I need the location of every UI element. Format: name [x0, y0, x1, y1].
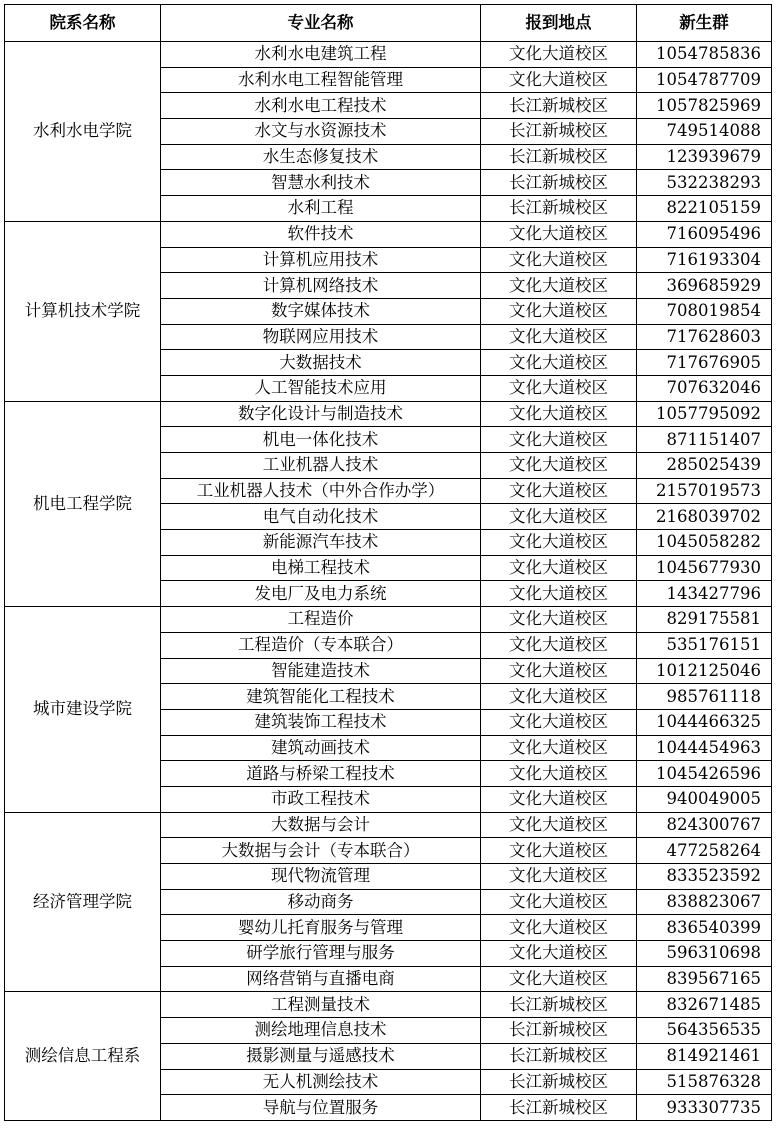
- group-number: 369685929: [637, 273, 772, 299]
- major-name: 水利水电建筑工程: [161, 42, 481, 68]
- report-location: 文化大道校区: [481, 812, 637, 838]
- group-number: 985761118: [637, 684, 772, 710]
- group-number: 822105159: [637, 196, 772, 222]
- major-name: 水文与水资源技术: [161, 119, 481, 145]
- report-location: 文化大道校区: [481, 838, 637, 864]
- college-name: 测绘信息工程系: [5, 992, 161, 1120]
- major-name: 计算机网络技术: [161, 273, 481, 299]
- major-name: 市政工程技术: [161, 786, 481, 812]
- group-number: 833523592: [637, 864, 772, 890]
- report-location: 文化大道校区: [481, 941, 637, 967]
- major-name: 物联网应用技术: [161, 324, 481, 350]
- report-location: 文化大道校区: [481, 350, 637, 376]
- major-name: 建筑动画技术: [161, 735, 481, 761]
- group-number: 1045426596: [637, 761, 772, 787]
- major-name: 电气自动化技术: [161, 504, 481, 530]
- major-name: 机电一体化技术: [161, 427, 481, 453]
- report-location: 文化大道校区: [481, 864, 637, 890]
- major-name: 数字媒体技术: [161, 298, 481, 324]
- report-location: 文化大道校区: [481, 889, 637, 915]
- report-location: 文化大道校区: [481, 42, 637, 68]
- group-number: 285025439: [637, 453, 772, 479]
- group-number: 717628603: [637, 324, 772, 350]
- table-row: [5, 42, 772, 68]
- group-number: 824300767: [637, 812, 772, 838]
- major-name: 发电厂及电力系统: [161, 581, 481, 607]
- report-location: 长江新城校区: [481, 1043, 637, 1069]
- group-number: 1054787709: [637, 67, 772, 93]
- major-name: 摄影测量与遥感技术: [161, 1043, 481, 1069]
- report-location: 文化大道校区: [481, 247, 637, 273]
- header-major: 专业名称: [161, 5, 481, 42]
- major-name: 软件技术: [161, 221, 481, 247]
- major-name: 现代物流管理: [161, 864, 481, 890]
- report-location: 文化大道校区: [481, 581, 637, 607]
- group-number: 535176151: [637, 632, 772, 658]
- major-name: 智能建造技术: [161, 658, 481, 684]
- major-name: 工程造价（专本联合）: [161, 632, 481, 658]
- major-name: 导航与位置服务: [161, 1095, 481, 1121]
- group-number: 1012125046: [637, 658, 772, 684]
- report-location: 文化大道校区: [481, 67, 637, 93]
- major-name: 水生态修复技术: [161, 144, 481, 170]
- group-number: 1054785836: [637, 42, 772, 68]
- group-number: 1045677930: [637, 555, 772, 581]
- report-location: 文化大道校区: [481, 478, 637, 504]
- major-name: 工程测量技术: [161, 992, 481, 1018]
- report-location: 长江新城校区: [481, 1069, 637, 1095]
- group-number: 940049005: [637, 786, 772, 812]
- report-location: 文化大道校区: [481, 607, 637, 633]
- report-location: 文化大道校区: [481, 401, 637, 427]
- group-number: 814921461: [637, 1043, 772, 1069]
- group-number: 515876328: [637, 1069, 772, 1095]
- group-number: 532238293: [637, 170, 772, 196]
- group-number: 933307735: [637, 1095, 772, 1121]
- table-row: [5, 607, 772, 633]
- major-name: 婴幼儿托育服务与管理: [161, 915, 481, 941]
- report-location: 文化大道校区: [481, 375, 637, 401]
- group-number: 123939679: [637, 144, 772, 170]
- major-name: 网络营销与直播电商: [161, 966, 481, 992]
- major-name: 无人机测绘技术: [161, 1069, 481, 1095]
- report-location: 长江新城校区: [481, 170, 637, 196]
- group-number: 2157019573: [637, 478, 772, 504]
- group-number: 749514088: [637, 119, 772, 145]
- group-number: 707632046: [637, 375, 772, 401]
- table-row: [5, 992, 772, 1018]
- college-name: 经济管理学院: [5, 812, 161, 992]
- report-location: 长江新城校区: [481, 119, 637, 145]
- group-number: 836540399: [637, 915, 772, 941]
- report-location: 长江新城校区: [481, 196, 637, 222]
- report-location: 文化大道校区: [481, 504, 637, 530]
- report-location: 文化大道校区: [481, 324, 637, 350]
- major-name: 人工智能技术应用: [161, 375, 481, 401]
- report-location: 文化大道校区: [481, 915, 637, 941]
- table-row: [5, 401, 772, 427]
- report-location: 文化大道校区: [481, 555, 637, 581]
- header-location: 报到地点: [481, 5, 637, 42]
- major-name: 工业机器人技术（中外合作办学）: [161, 478, 481, 504]
- report-location: 文化大道校区: [481, 735, 637, 761]
- group-number: 871151407: [637, 427, 772, 453]
- report-location: 文化大道校区: [481, 221, 637, 247]
- group-number: 1045058282: [637, 530, 772, 556]
- college-name: 城市建设学院: [5, 607, 161, 813]
- major-name: 道路与桥梁工程技术: [161, 761, 481, 787]
- major-name: 计算机应用技术: [161, 247, 481, 273]
- college-name: 计算机技术学院: [5, 221, 161, 401]
- major-name: 建筑装饰工程技术: [161, 709, 481, 735]
- group-number: 143427796: [637, 581, 772, 607]
- report-location: 长江新城校区: [481, 93, 637, 119]
- group-number: 2168039702: [637, 504, 772, 530]
- major-name: 新能源汽车技术: [161, 530, 481, 556]
- major-name: 建筑智能化工程技术: [161, 684, 481, 710]
- report-location: 文化大道校区: [481, 658, 637, 684]
- report-location: 文化大道校区: [481, 684, 637, 710]
- freshman-group-table: [4, 4, 772, 1121]
- group-number: 832671485: [637, 992, 772, 1018]
- major-name: 数字化设计与制造技术: [161, 401, 481, 427]
- major-name: 工程造价: [161, 607, 481, 633]
- group-number: 829175581: [637, 607, 772, 633]
- group-number: 1044454963: [637, 735, 772, 761]
- report-location: 文化大道校区: [481, 453, 637, 479]
- header-row: [5, 5, 772, 42]
- header-college: 院系名称: [5, 5, 161, 42]
- report-location: 文化大道校区: [481, 786, 637, 812]
- header-group: 新生群: [637, 5, 772, 42]
- college-name: 机电工程学院: [5, 401, 161, 607]
- group-number: 717676905: [637, 350, 772, 376]
- group-number: 716193304: [637, 247, 772, 273]
- report-location: 文化大道校区: [481, 632, 637, 658]
- report-location: 文化大道校区: [481, 530, 637, 556]
- major-name: 电梯工程技术: [161, 555, 481, 581]
- group-number: 838823067: [637, 889, 772, 915]
- group-number: 596310698: [637, 941, 772, 967]
- table-body: [5, 42, 772, 1121]
- group-number: 1057795092: [637, 401, 772, 427]
- table-row: [5, 221, 772, 247]
- report-location: 文化大道校区: [481, 298, 637, 324]
- major-name: 移动商务: [161, 889, 481, 915]
- report-location: 长江新城校区: [481, 144, 637, 170]
- major-name: 工业机器人技术: [161, 453, 481, 479]
- college-name: 水利水电学院: [5, 42, 161, 222]
- group-number: 1044466325: [637, 709, 772, 735]
- group-number: 716095496: [637, 221, 772, 247]
- report-location: 文化大道校区: [481, 709, 637, 735]
- group-number: 839567165: [637, 966, 772, 992]
- report-location: 长江新城校区: [481, 1095, 637, 1121]
- major-name: 研学旅行管理与服务: [161, 941, 481, 967]
- report-location: 文化大道校区: [481, 966, 637, 992]
- table-row: [5, 812, 772, 838]
- major-name: 大数据与会计（专本联合）: [161, 838, 481, 864]
- report-location: 长江新城校区: [481, 992, 637, 1018]
- group-number: 564356535: [637, 1018, 772, 1044]
- major-name: 水利水电工程技术: [161, 93, 481, 119]
- report-location: 文化大道校区: [481, 273, 637, 299]
- major-name: 大数据技术: [161, 350, 481, 376]
- major-name: 智慧水利技术: [161, 170, 481, 196]
- group-number: 1057825969: [637, 93, 772, 119]
- major-name: 大数据与会计: [161, 812, 481, 838]
- report-location: 文化大道校区: [481, 427, 637, 453]
- major-name: 水利水电工程智能管理: [161, 67, 481, 93]
- major-name: 测绘地理信息技术: [161, 1018, 481, 1044]
- report-location: 长江新城校区: [481, 1018, 637, 1044]
- report-location: 文化大道校区: [481, 761, 637, 787]
- group-number: 477258264: [637, 838, 772, 864]
- major-name: 水利工程: [161, 196, 481, 222]
- group-number: 708019854: [637, 298, 772, 324]
